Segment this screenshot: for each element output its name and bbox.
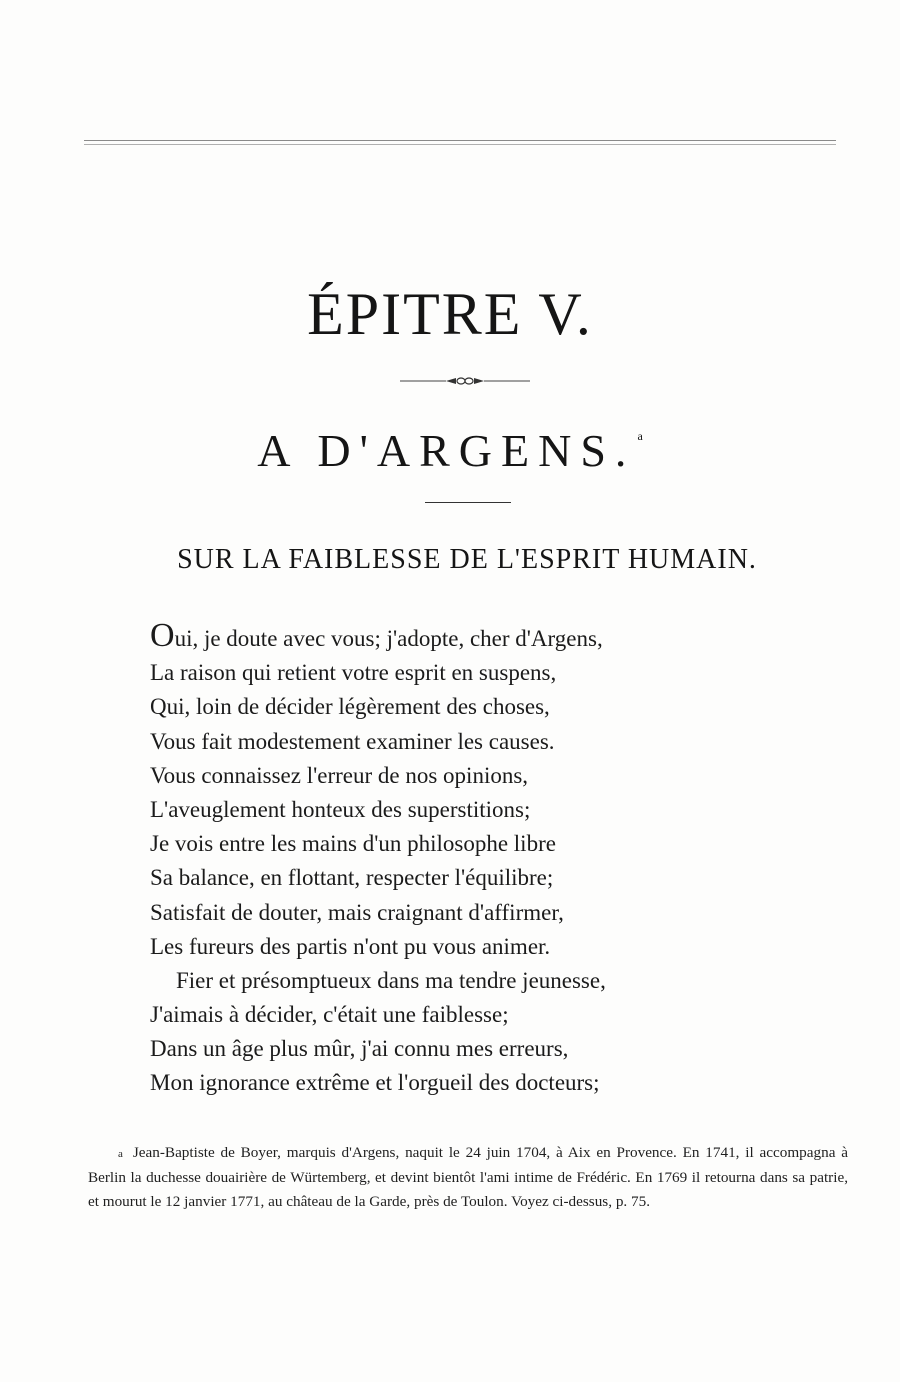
poem-body bbox=[150, 617, 770, 1101]
top-double-rule bbox=[84, 140, 836, 145]
poem-heading: SUR LA FAIBLESSE DE L'ESPRIT HUMAIN. bbox=[177, 544, 757, 575]
ornament-divider bbox=[400, 376, 530, 386]
footnote bbox=[88, 1141, 848, 1214]
poem-line: Satisfait de douter, mais craignant d'affirmer, bbox=[150, 899, 564, 925]
poem-line: Les fureurs des partis n'ont pu vous animer. bbox=[150, 933, 551, 959]
poem-line: Vous connaissez l'erreur de nos opinions, bbox=[150, 762, 529, 788]
poem-line: J'aimais à décider, c'était une faiblesse; bbox=[150, 1002, 509, 1028]
poem-line: Dans un âge plus mûr, j'ai connu mes erreurs, bbox=[150, 1036, 569, 1062]
poem-line: Sa balance, en flottant, respecter l'équilibre; bbox=[150, 865, 554, 891]
drop-cap: O bbox=[150, 617, 175, 654]
footnote-text: Jean-Baptiste de Boyer, marquis d'Argens, naquit le 24 juin 1704, à Aix en Provence. En 1741, il accompagna à Berlin la duchesse douairière de Würtemberg, et devint bientôt l'ami intime de Frédéric. En 1769 il retourna dans sa patrie, et mourut le 12 janvier 1771, au château de la Garde, près de Toulon. Voyez ci-dessus, p. 75. bbox=[88, 1144, 848, 1210]
footnote-reference-mark: a bbox=[637, 429, 643, 443]
poem-line: Mon ignorance extrême et l'orgueil des docteurs; bbox=[150, 1070, 600, 1096]
poem-line: Qui, loin de décider légèrement des choses, bbox=[150, 694, 550, 720]
poem-line: Fier et présomptueux dans ma tendre jeunesse, bbox=[176, 967, 606, 993]
poem-line: La raison qui retient votre esprit en suspens, bbox=[150, 660, 557, 686]
epistle-title: ÉPITRE V. bbox=[307, 281, 593, 347]
short-rule bbox=[425, 502, 511, 503]
addressee-text: A D'ARGENS. bbox=[257, 425, 636, 476]
poem-line: Oui, je doute avec vous; j'adopte, cher d'Argens, bbox=[150, 617, 603, 654]
poem-line: Vous fait modestement examiner les causes. bbox=[150, 728, 555, 754]
poem-line: L'aveuglement honteux des superstitions; bbox=[150, 796, 531, 822]
poem-line: Je vois entre les mains d'un philosophe libre bbox=[150, 831, 556, 857]
addressee-title bbox=[0, 425, 900, 476]
footnote-mark: a bbox=[118, 1148, 123, 1160]
